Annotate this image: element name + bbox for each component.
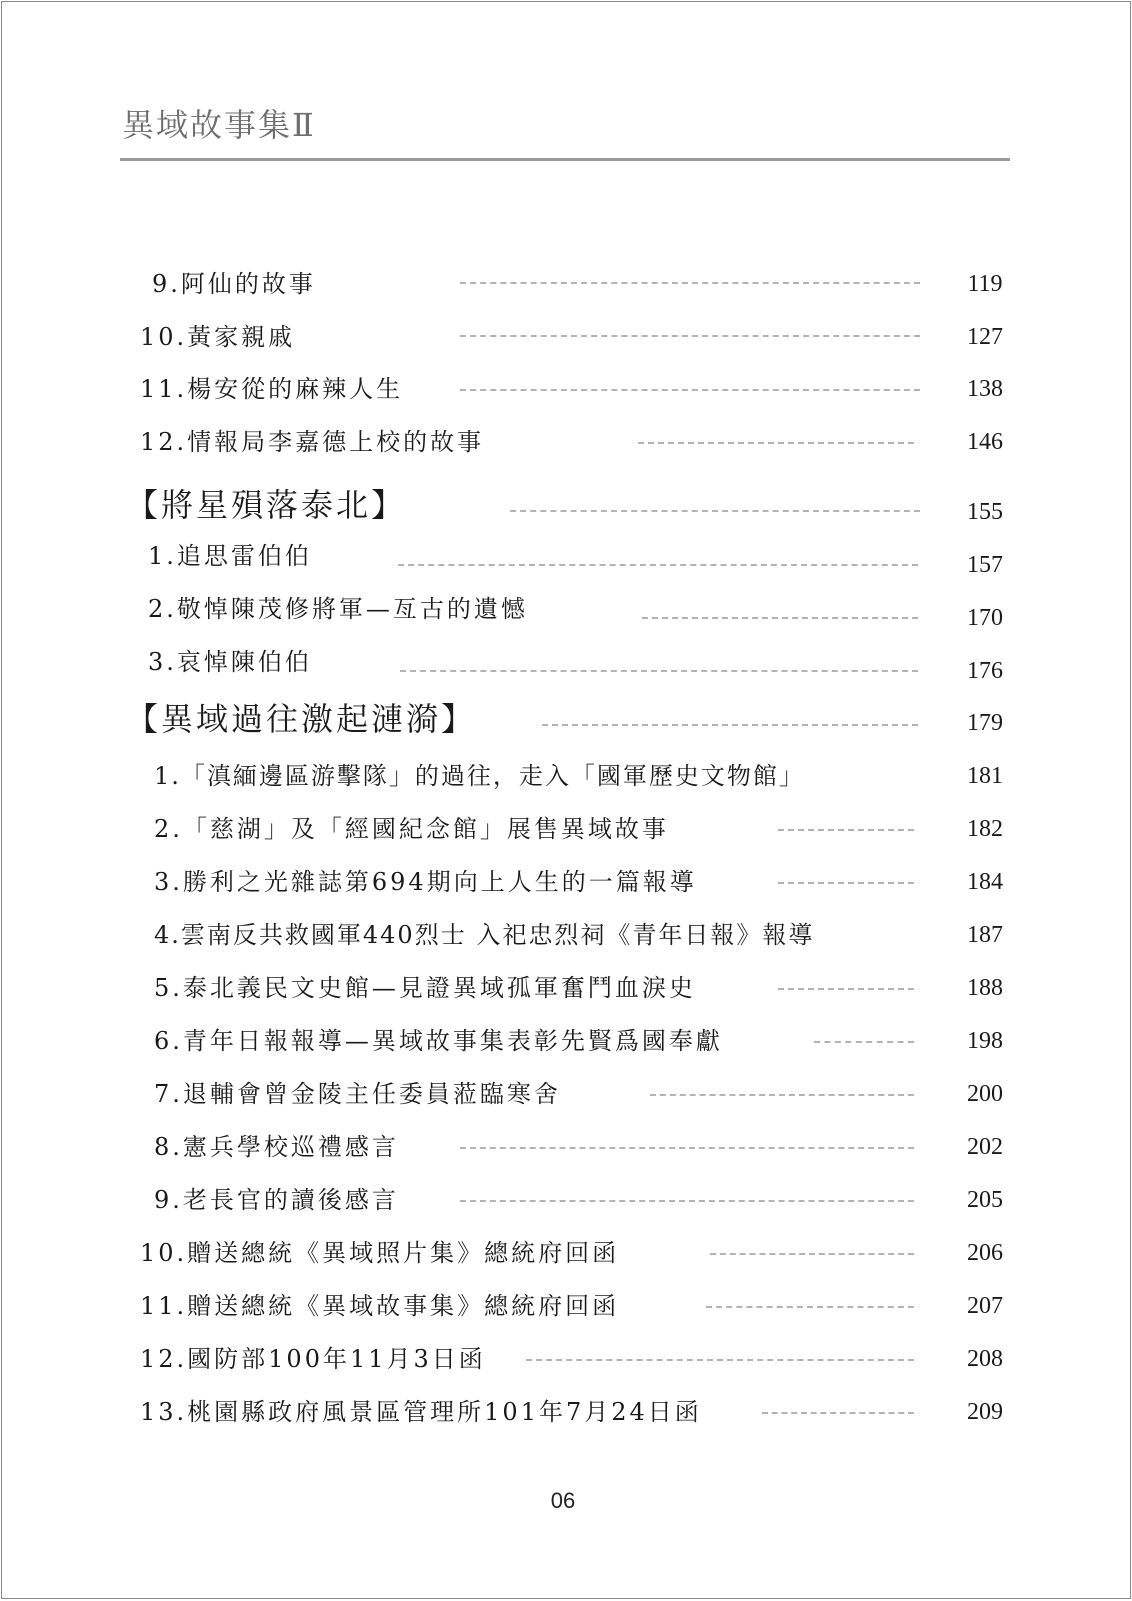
toc-entry-page: 198 (967, 1028, 1003, 1054)
toc-entry-title: 13.桃園縣政府風景區管理所101年7月24日函 (140, 1398, 702, 1426)
toc-entry-page: 209 (967, 1399, 1003, 1425)
toc-entry-page: 202 (967, 1134, 1003, 1160)
toc-leader-dots (460, 389, 920, 391)
toc-leader-dots (706, 1306, 914, 1308)
document-page (1, 1, 1131, 1599)
toc-entry-title: 9.阿仙的故事 (152, 270, 316, 298)
toc-leader-dots (642, 617, 918, 619)
toc-entry-page: 182 (967, 816, 1003, 842)
toc-entry-title: 8.憲兵學校巡禮感言 (154, 1133, 399, 1161)
toc-entry-page: 200 (967, 1081, 1003, 1107)
toc-entry-page: 138 (967, 376, 1003, 402)
toc-entry-page: 157 (967, 552, 1003, 578)
toc-entry-title: 3.哀悼陳伯伯 (148, 648, 312, 676)
toc-entry-title: 10.贈送總統《異域照片集》總統府回函 (140, 1239, 620, 1267)
toc-entry-title: 4.雲南反共救國軍440烈士 入祀忠烈祠《青年日報》報導 (154, 921, 815, 949)
toc-entry-title: 5.泰北義民文史館—見證異域孤軍奮鬥血淚史 (154, 974, 696, 1002)
toc-entry-title: 3.勝利之光雜誌第694期向上人生的一篇報導 (154, 868, 697, 896)
toc-entry-title: 1.追思雷伯伯 (148, 542, 312, 570)
toc-entry-page: 170 (967, 605, 1003, 631)
toc-entry-page: 188 (967, 975, 1003, 1001)
toc-entry-title: 6.青年日報報導—異域故事集表彰先賢爲國奉獻 (154, 1027, 723, 1055)
toc-entry-title: 12.情報局李嘉德上校的故事 (140, 428, 485, 456)
toc-leader-dots (460, 282, 920, 284)
toc-entry-page: 176 (967, 658, 1003, 684)
toc-leader-dots (650, 1094, 914, 1096)
toc-leader-dots (814, 1041, 914, 1043)
toc-leader-dots (638, 442, 914, 444)
toc-leader-dots (762, 1412, 914, 1414)
toc-entry-page: 206 (967, 1240, 1003, 1266)
toc-entry-title: 1.「滇緬邊區游擊隊」的過往，走入「國軍歷史文物館」 (154, 762, 805, 790)
toc-entry-page: 119 (967, 271, 1003, 297)
toc-entry-page: 205 (967, 1187, 1003, 1213)
toc-entry-page: 146 (967, 429, 1003, 455)
toc-entry-page: 208 (967, 1346, 1003, 1372)
toc-entry-page: 207 (967, 1293, 1003, 1319)
toc-leader-dots (510, 510, 920, 512)
toc-leader-dots (398, 564, 918, 566)
toc-entry-title: 2.「慈湖」及「經國紀念館」展售異域故事 (154, 815, 669, 843)
toc-entry-title: 9.老長官的讀後感言 (154, 1186, 399, 1214)
toc-leader-dots (460, 1147, 914, 1149)
toc-entry-page: 184 (967, 869, 1003, 895)
toc-leader-dots (778, 882, 914, 884)
toc-entry-page: 181 (967, 763, 1003, 789)
toc-leader-dots (526, 1359, 914, 1361)
toc-leader-dots (542, 724, 918, 726)
toc-section-title: 【將星殞落泰北】 (126, 486, 407, 524)
toc-leader-dots (400, 670, 918, 672)
toc-leader-dots (778, 988, 914, 990)
toc-section-title: 【異域過往激起漣漪】 (126, 700, 477, 738)
toc-entry-title: 7.退輔會曾金陵主任委員蒞臨寒舍 (154, 1080, 561, 1108)
toc-entry-page: 179 (967, 710, 1003, 736)
toc-entry-title: 11.楊安從的麻辣人生 (140, 375, 404, 403)
running-header-title: 異域故事集Ⅱ (122, 106, 316, 144)
toc-leader-dots (778, 829, 914, 831)
toc-entry-page: 127 (967, 324, 1003, 350)
toc-entry-title: 12.國防部100年11月3日函 (140, 1345, 486, 1373)
toc-entry-page: 187 (967, 922, 1003, 948)
toc-entry-title: 10.黃家親戚 (140, 323, 296, 351)
toc-entry-title: 11.贈送總統《異域故事集》總統府回函 (140, 1292, 620, 1320)
toc-leader-dots (710, 1253, 914, 1255)
page-number: 06 (550, 1488, 576, 1513)
toc-leader-dots (460, 1200, 914, 1202)
toc-entry-page: 155 (967, 499, 1003, 525)
toc-entry-title: 2.敬悼陳茂修將軍—亙古的遺憾 (148, 595, 528, 623)
toc-leader-dots (460, 335, 920, 337)
table-of-contents (2, 2, 1130, 1598)
